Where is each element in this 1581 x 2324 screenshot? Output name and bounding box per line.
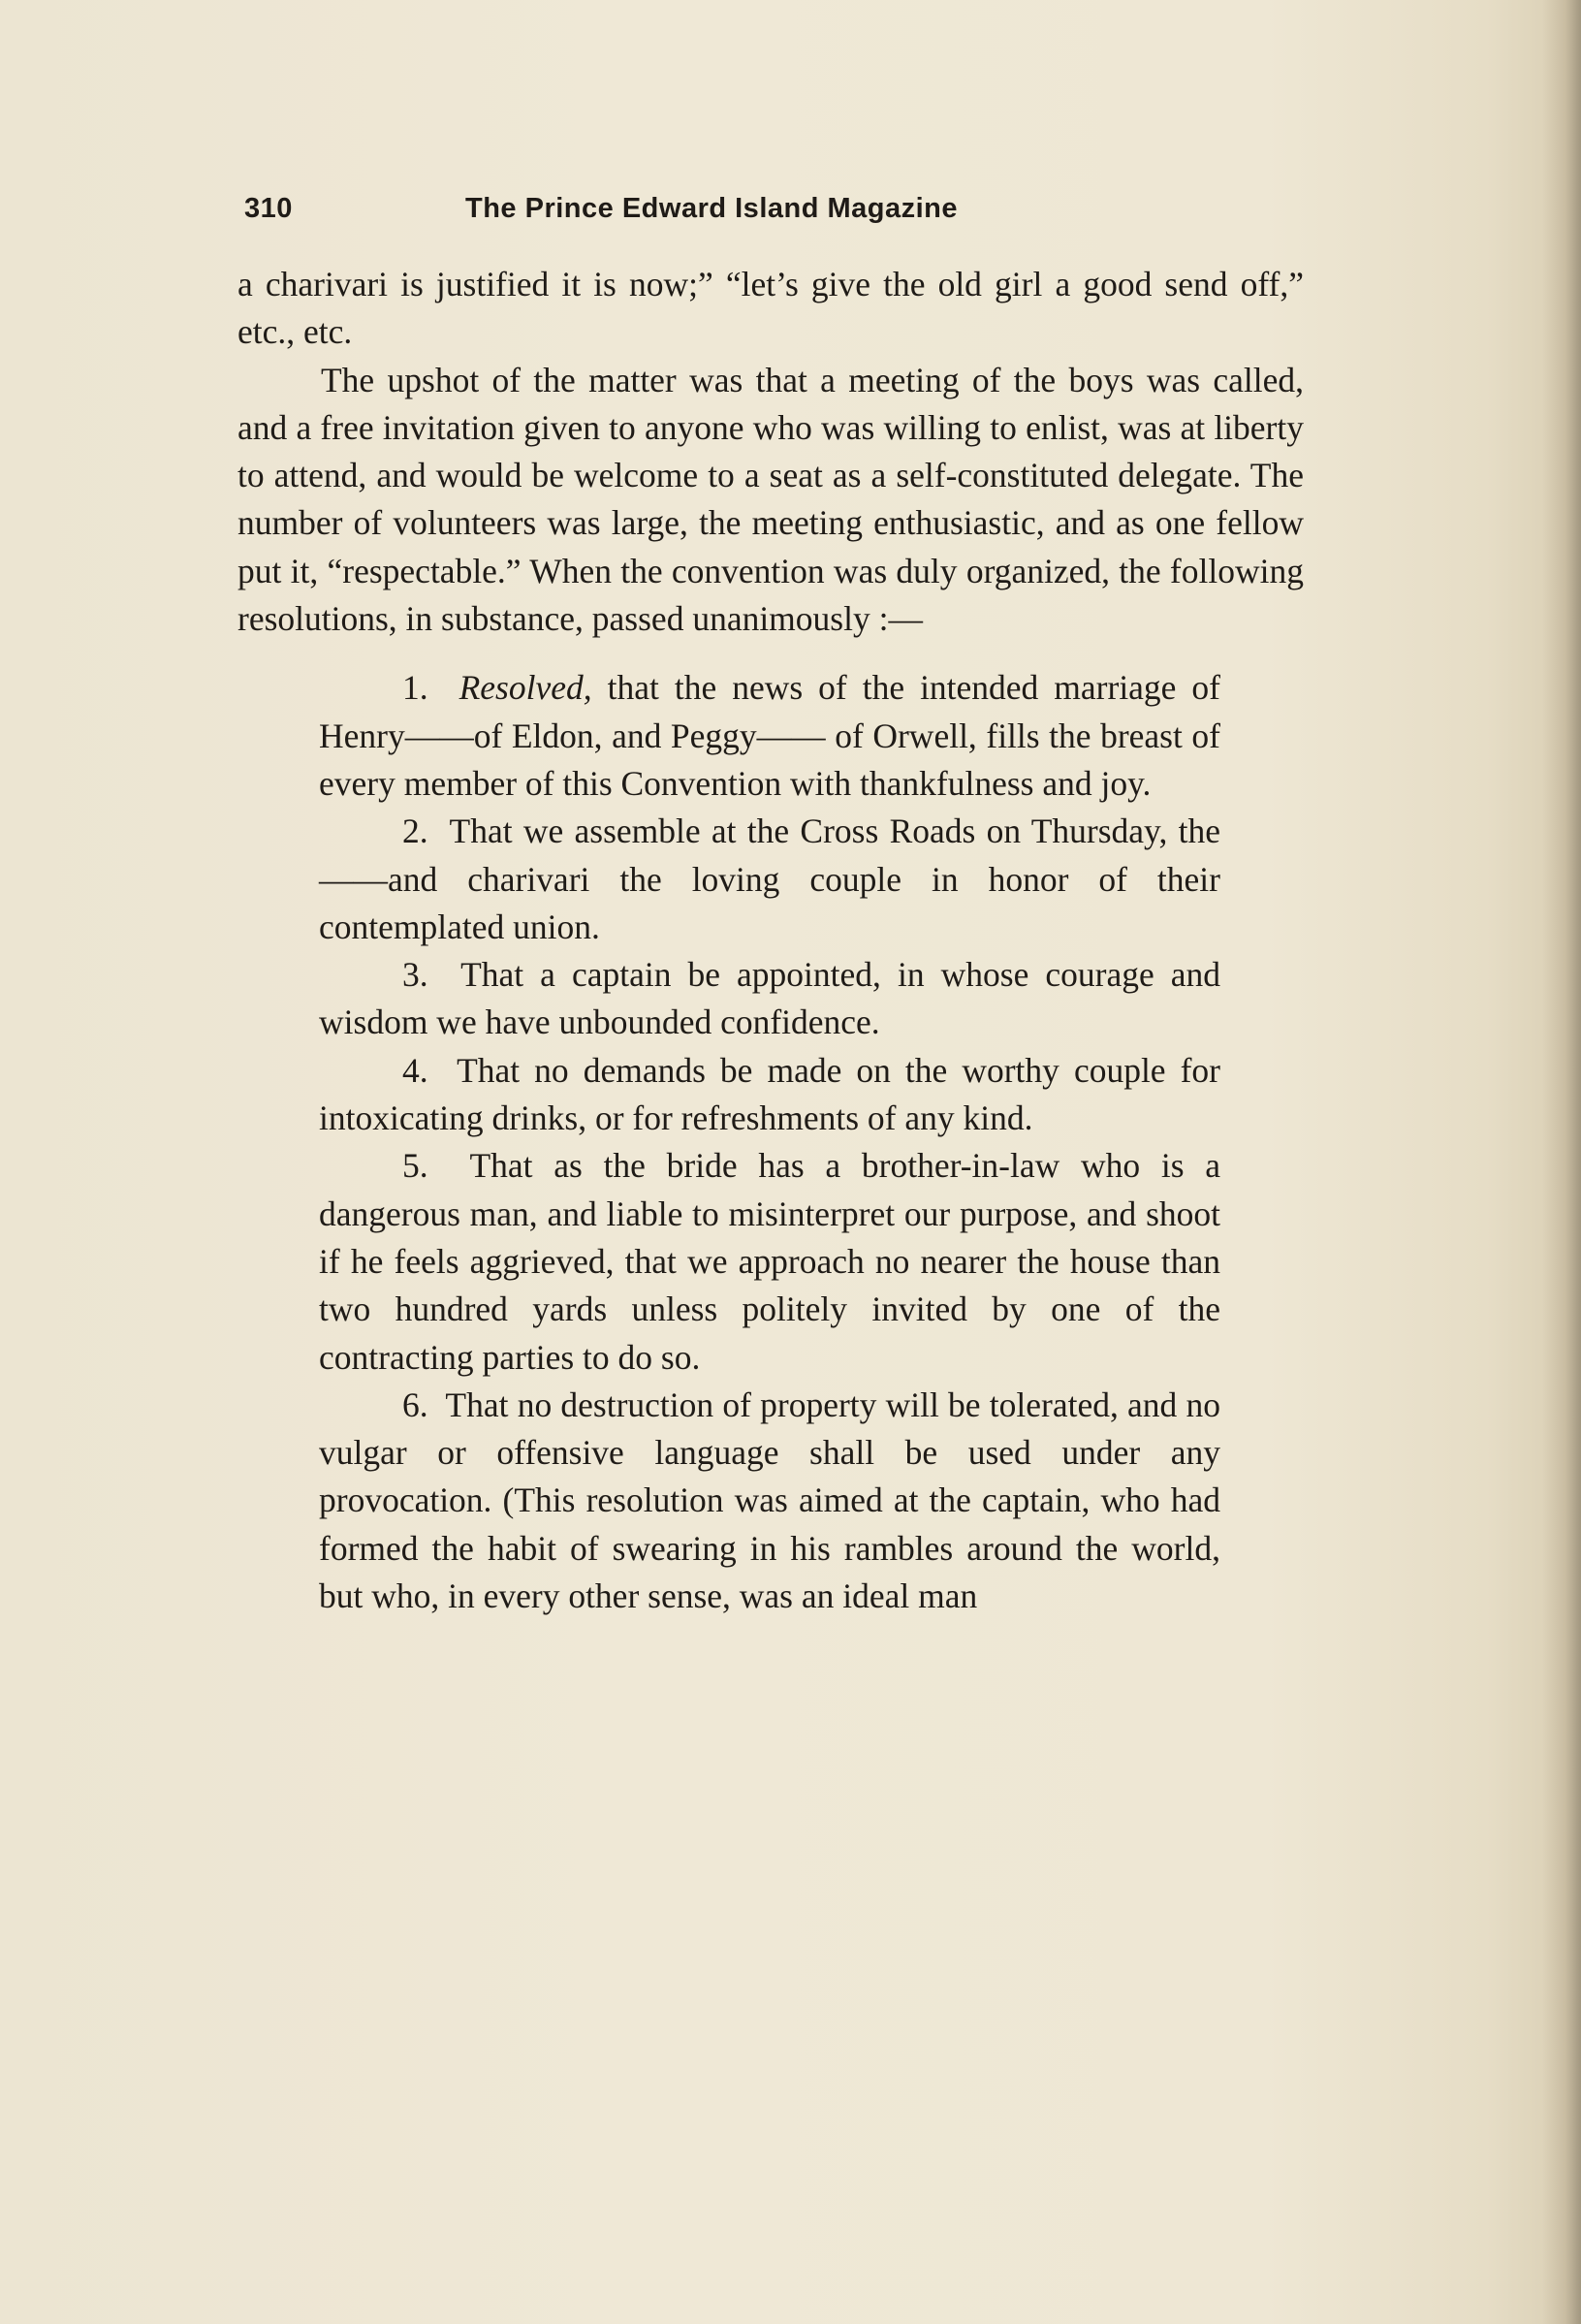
resolution-text: That no destruction of property will be tolerated, and no vulgar or offensive language shall be used under any provocation. (This resolution was aimed at the captain, who had formed the habit of swearing in his rambles around the world, but who, in every other sense, was an ideal man (319, 1385, 1221, 1616)
resolution-number: 6. (402, 1385, 428, 1424)
resolution-item (319, 808, 1220, 951)
resolution-item (319, 664, 1220, 808)
resolution-lead: Resolved, (458, 668, 592, 708)
resolution-number: 4. (402, 1050, 428, 1090)
resolution-text: That we assemble at the Cross Roads on Thursday, the——and charivari the loving couple in honor of their contemplated union. (319, 812, 1221, 946)
resolution-number: 2. (402, 812, 428, 851)
text-block (237, 189, 1304, 1620)
resolutions-list (237, 664, 1220, 1620)
paragraph-continuation: a charivari is justified it is now;” “let’s give the old girl a good send off,” etc., etc. (237, 265, 1304, 352)
resolution-item (319, 1142, 1220, 1381)
resolution-text: That as the bride has a brother-in-law who is a dangerous man, and liable to misinterpret our purpose, and shoot if he feels aggrieved, that we approach no nearer the house than two hundred yards unless politely invited by one of the contracting parties to do so. (319, 1146, 1221, 1377)
magazine-title: The Prince Edward Island Magazine (465, 193, 959, 224)
resolution-number: 1. (402, 668, 428, 708)
resolution-text: That a captain be appointed, in whose courage and wisdom we have unbounded confidence. (319, 955, 1221, 1042)
resolution-item (319, 1047, 1220, 1143)
resolution-text: that the news of the intended marriage of Henry——of Eldon, and Peggy—— of Orwell, fills the breast of every member of this Convention with thankfulness and joy. (319, 668, 1221, 803)
resolution-item (319, 1382, 1220, 1620)
running-head (244, 189, 1304, 228)
resolution-text: That no demands be made on the worthy couple for intoxicating drinks, or for refreshments of any kind. (319, 1050, 1220, 1138)
page-number: 310 (244, 193, 293, 224)
page-edge-shadow (1542, 0, 1581, 2324)
resolution-number: 3. (402, 955, 428, 995)
paragraph: The upshot of the matter was that a meeting of the boys was called, and a free invitation given to anyone who was willing to enlist, was at liberty to attend, and would be welcome to a seat as a self-constituted delegate. The number of volunteers was large, the meeting enthusiastic, and as one fellow put it, “respectable.” When the convention was duly organized, the following resolutions, in substance, passed unanimously :— (237, 360, 1304, 639)
resolution-number: 5. (402, 1146, 428, 1186)
resolution-item (319, 951, 1220, 1047)
